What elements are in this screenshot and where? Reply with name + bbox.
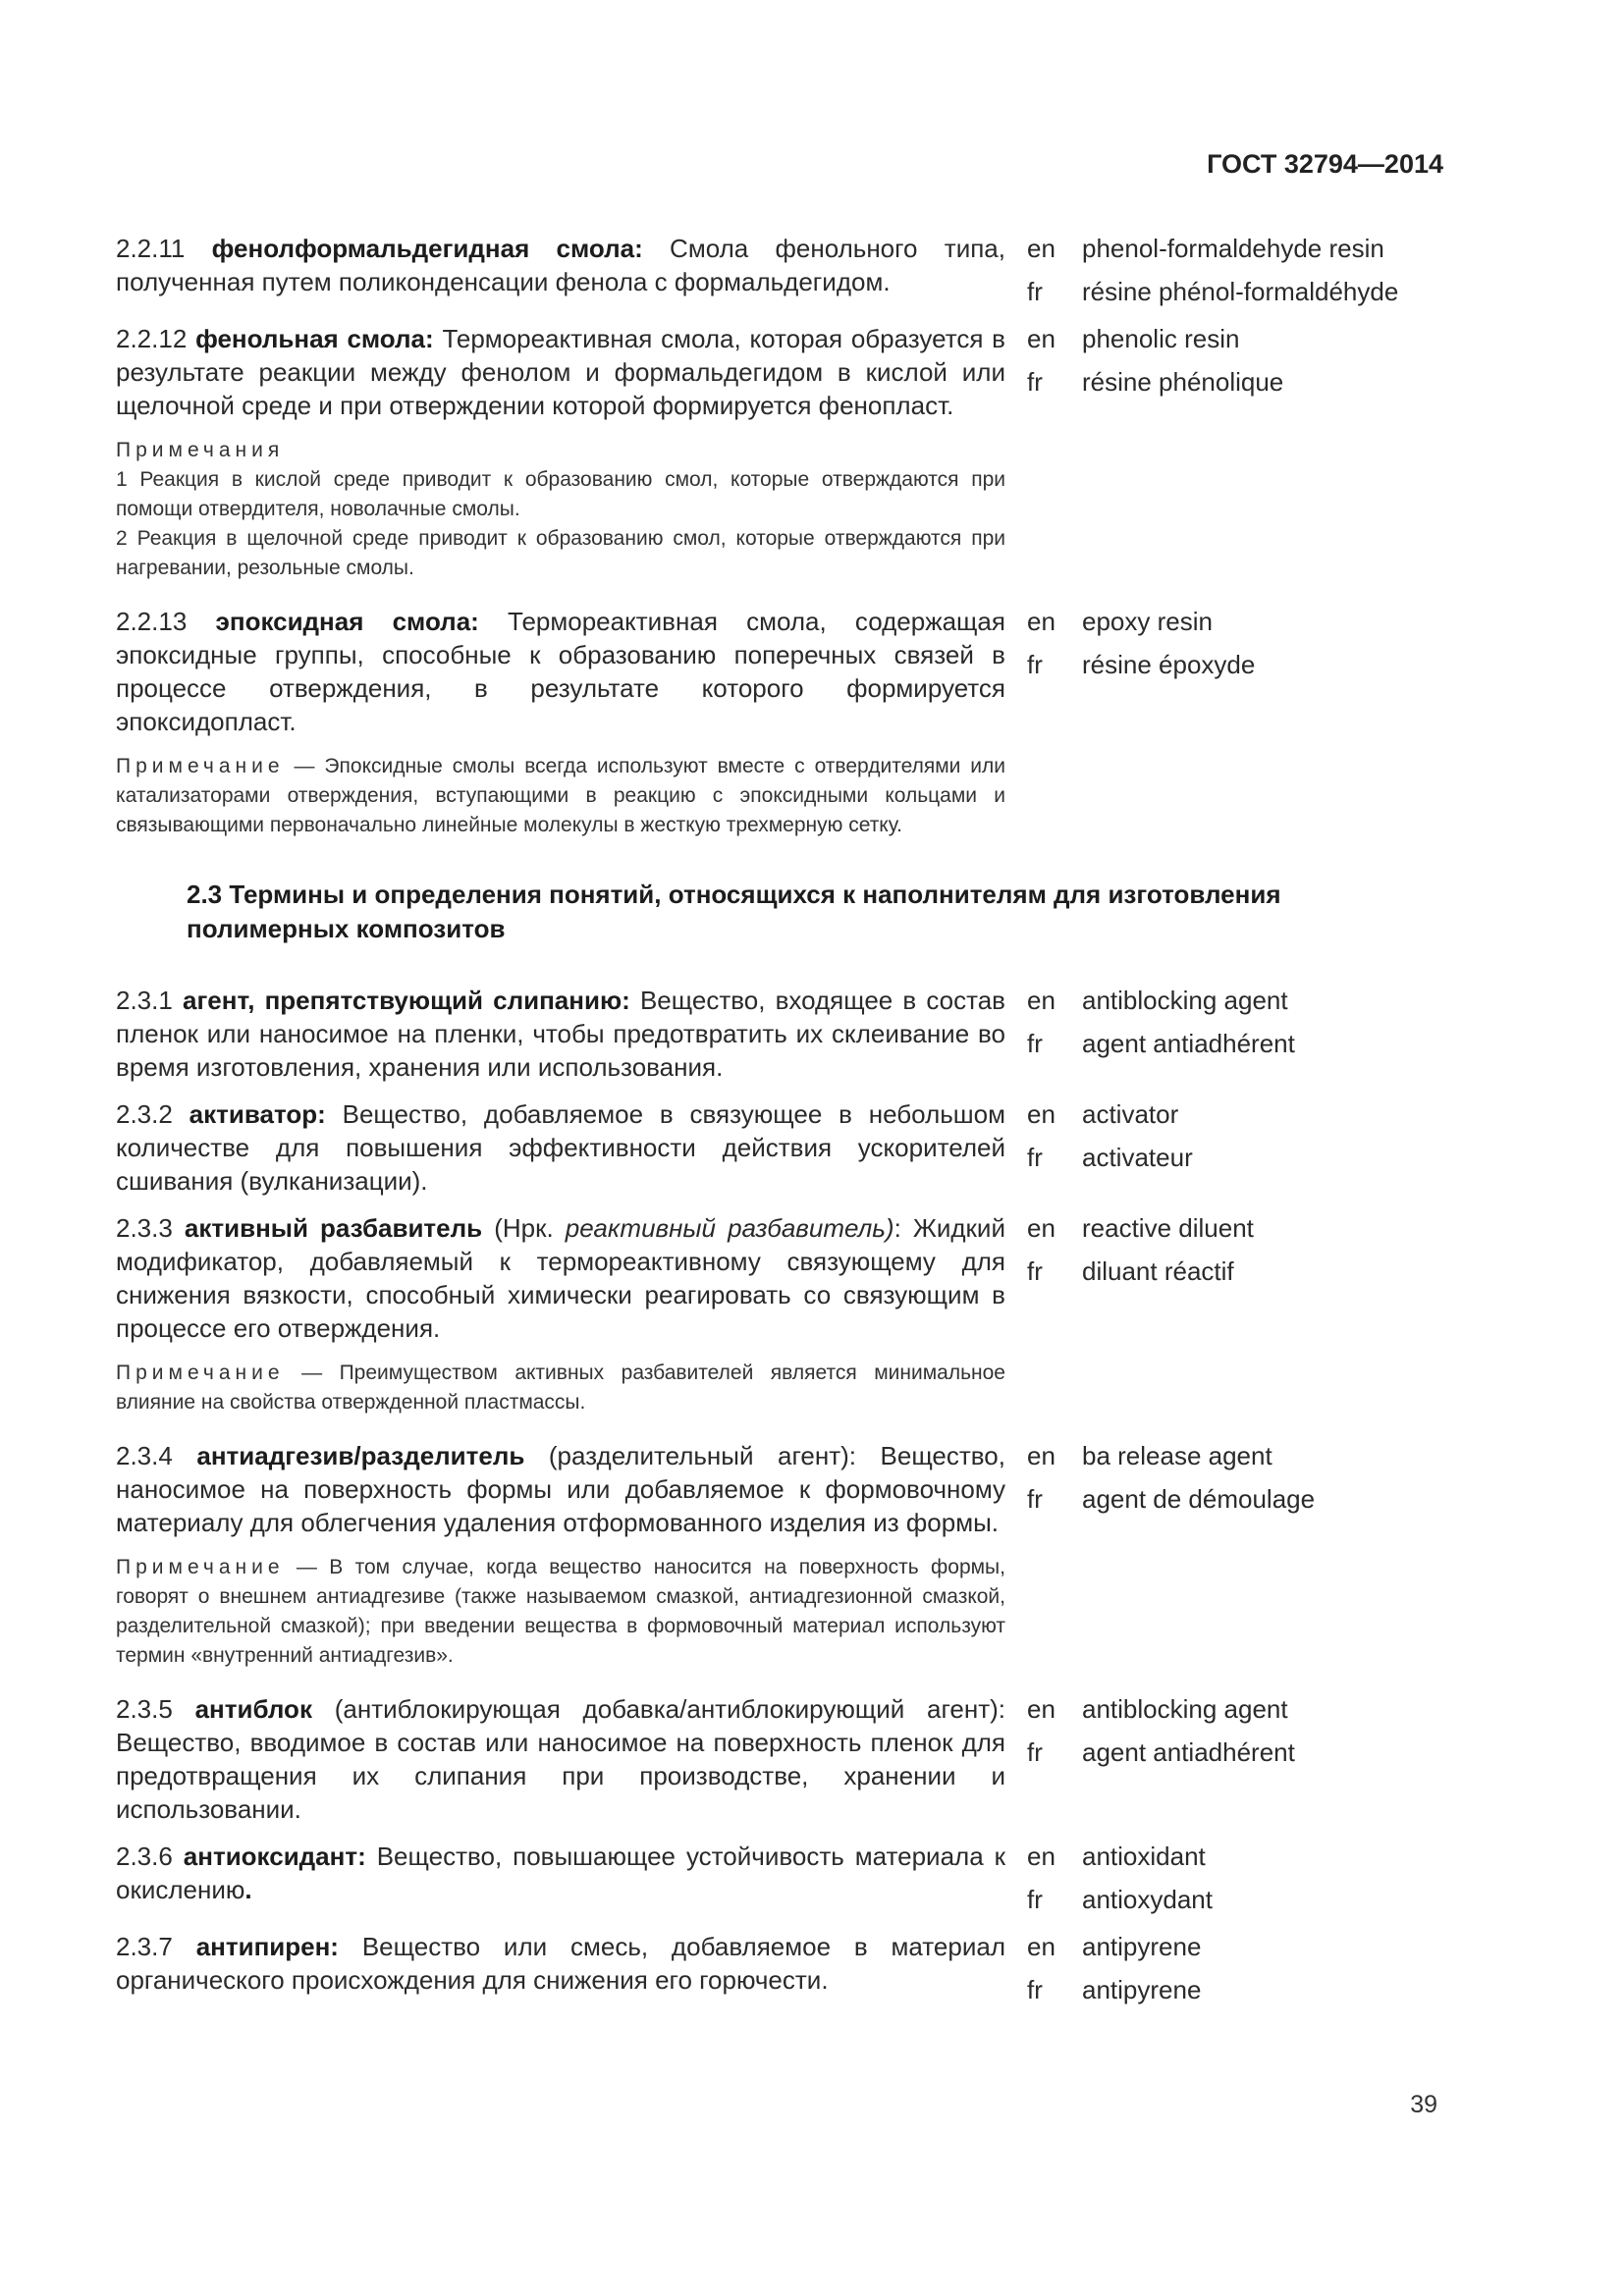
note-item: 1 Реакция в кислой среде приводит к образованию смол, которые отверждаются при помощи отвердителя, новолачные смолы. — [116, 468, 1005, 520]
term-name: активатор: — [189, 1099, 326, 1129]
term-definition: 2.2.12 фенольная смола: Термореактивная смола, которая образуется в результате реакции между фенолом и формальдегидом в кислой или щелочной среде и при отверждении которой формируется фенопласт. — [116, 324, 1005, 420]
french-equivalent: résine phénolique — [1082, 367, 1284, 397]
term-name: антиадгезив/разделитель — [196, 1441, 525, 1470]
french-equivalent: agent de démoulage — [1082, 1484, 1316, 1514]
term-entry-2-2-13: 2.2.13 эпоксидная смола: Термореактивная смола, содержащая эпоксидные группы, способные к образованию поперечных связей в процессе отверждения, в результате которого формируется эпоксидопласт. Примечание — Эпоксидные смолы всегда используют вместе с отвердителями или катализаторами отверждения, вступающими в реакцию с эпоксидными кольцами и связывающими первоначально линейные молекулы в жесткую трехмерную сетку. en epoxy resin fr résine époxyde — [116, 605, 1443, 840]
english-equivalent: antiblocking agent — [1082, 1694, 1288, 1724]
english-equivalent: epoxy resin — [1082, 607, 1213, 636]
term-definition: 2.2.11 фенолформальдегидная смола: Смола фенольного типа, полученная путем поликонденсации фенола с формальдегидом. — [116, 234, 1005, 296]
term-entry-2-3-6: 2.3.6 антиоксидант: Вещество, повышающее устойчивость материала к окислению. en antioxidant fr antioxydant — [116, 1842, 1213, 1914]
term-name: антиблок — [194, 1694, 312, 1724]
term-entry-2-3-5: 2.3.5 антиблок (антиблокирующая добавка/антиблокирующий агент): Вещество, вводимое в состав или наносимое на поверхность пленок для предотвращения их слипания при производстве, хранении и использовании. en antiblocking agent fr agent antiadhérent — [116, 1694, 1295, 1824]
english-equivalent: phenolic resin — [1082, 324, 1240, 353]
term-entry-2-3-2: 2.3.2 активатор: Вещество, добавляемое в связующее в небольшом количестве для повышения эффективности действия ускорителей сшивания (вулканизации). en activator fr activateur — [116, 1099, 1193, 1196]
term-definition: 2.3.2 активатор: Вещество, добавляемое в связующее в небольшом количестве для повышения эффективности действия ускорителей сшивания (вулканизации). — [116, 1099, 1005, 1196]
term-entry-2-3-4: 2.3.4 антиадгезив/разделитель (разделительный агент): Вещество, наносимое на поверхность формы или добавляемое к формовочному материалу для облегчения удаления отформованного изделия из формы. Примечание — В том случае, когда вещество наносится на поверхность формы, говорят о внешнем антиадгезиве (также называемом смазкой, антиадгезионной смазкой, разделительной смазкой); при введении вещества в формовочный материал используют термин «внутренний антиадгезив». en ba release agent fr agent de démoulage — [116, 1439, 1443, 1671]
term-definition: 2.3.7 антипирен: Вещество или смесь, добавляемое в материал органического происхождения для снижения его горючести. — [116, 1932, 1005, 1995]
term-entry-2-3-3: 2.3.3 активный разбавитель (Нрк. реактивный разбавитель): Жидкий модификатор, добавляемый к термореактивному связующему для снижения вязкости, способный химически реагировать со связующим в процессе его отверждения. Примечание — Преимуществом активных разбавителей является минимальное влияние на свойства отвержденной пластмассы. en reactive diluent fr diluant réactif — [116, 1211, 1443, 1417]
english-equivalent: activator — [1082, 1099, 1179, 1129]
note-label: Примечание — [116, 755, 285, 777]
document-body — [116, 232, 1443, 2006]
term-name: антипирен: — [195, 1932, 339, 1961]
page-number: 39 — [1410, 2091, 1437, 2118]
note-block: Примечание — Эпоксидные смолы всегда используют вместе с отвердителями или катализаторами отверждения, вступающими в реакцию с эпоксидными кольцами и связывающими первоначально линейные молекулы в жесткую трехмерную сетку. — [116, 755, 1005, 836]
english-equivalent: ba release agent — [1082, 1441, 1272, 1470]
term-name: фенольная смола: — [195, 324, 434, 353]
french-equivalent: résine époxyde — [1082, 650, 1256, 679]
section-heading-2-3: 2.3 Термины и определения понятий, относящихся к наполнителям для изготовления полимерных композитов — [187, 880, 1281, 943]
deprecated-term: реактивный разбавитель) — [565, 1213, 894, 1243]
french-equivalent: agent antiadhérent — [1082, 1029, 1295, 1058]
term-definition: 2.3.1 агент, препятствующий слипанию: Вещество, входящее в состав пленок или наносимое на пленки, чтобы предотвратить их склеивание во время изготовления, хранения или использования. — [116, 986, 1005, 1082]
english-equivalent: reactive diluent — [1082, 1213, 1254, 1243]
standard-header: ГОСТ 32794—2014 — [1207, 149, 1443, 179]
term-definition: 2.3.4 антиадгезив/разделитель (разделительный агент): Вещество, наносимое на поверхность формы или добавляемое к формовочному материалу для облегчения удаления отформованного изделия из формы. — [116, 1441, 1005, 1537]
english-equivalent: antipyrene — [1082, 1932, 1202, 1961]
term-definition: 2.3.6 антиоксидант: Вещество, повышающее устойчивость материала к окислению. — [116, 1842, 1005, 1904]
french-equivalent: activateur — [1082, 1143, 1193, 1172]
term-name: антиоксидант: — [183, 1842, 366, 1871]
english-equivalent: antioxidant — [1082, 1842, 1206, 1871]
note-item: 2 Реакция в щелочной среде приводит к образованию смол, которые отверждаются при нагревании, резольные смолы. — [116, 527, 1005, 579]
french-equivalent: antioxydant — [1082, 1885, 1213, 1914]
term-name: эпоксидная смола: — [215, 607, 479, 636]
term-definition: 2.3.5 антиблок (антиблокирующая добавка/антиблокирующий агент): Вещество, вводимое в состав или наносимое на поверхность пленок для предотвращения их слипания при производстве, хранении и использовании. — [116, 1694, 1005, 1824]
note-label: Примечание — [116, 1556, 285, 1578]
french-equivalent: résine phénol-formaldéhyde — [1082, 277, 1399, 306]
term-definition: 2.2.13 эпоксидная смола: Термореактивная смола, содержащая эпоксидные группы, способные к образованию поперечных связей в процессе отверждения, в результате которого формируется эпоксидопласт. — [116, 607, 1005, 736]
term-entry-2-3-7: 2.3.7 антипирен: Вещество или смесь, добавляемое в материал органического происхождения для снижения его горючести. en antipyrene fr antipyrene — [116, 1932, 1202, 2004]
note-label: Примечания — [116, 439, 285, 461]
english-equivalent: antiblocking agent — [1082, 986, 1288, 1015]
note-block: Примечание — В том случае, когда вещество наносится на поверхность формы, говорят о внешнем антиадгезиве (также называемом смазкой, антиадгезионной смазкой, разделительной смазкой); при введении вещества в формовочный материал используют термин «внутренний антиадгезив». — [116, 1556, 1005, 1667]
note-block: Примечание — Преимуществом активных разбавителей является минимальное влияние на свойства отвержденной пластмассы. — [116, 1362, 1005, 1414]
term-name: агент, препятствующий слипанию: — [182, 986, 630, 1015]
english-equivalent: phenol-formaldehyde resin — [1082, 234, 1384, 263]
term-definition: 2.3.3 активный разбавитель (Нрк. реактивный разбавитель): Жидкий модификатор, добавляемый к термореактивному связующему для снижения вязкости, способный химически реагировать со связующим в процессе его отверждения. — [116, 1213, 1005, 1343]
french-equivalent: diluant réactif — [1082, 1256, 1234, 1286]
term-name: активный разбавитель — [184, 1213, 483, 1243]
french-equivalent: agent antiadhérent — [1082, 1737, 1295, 1767]
french-equivalent: antipyrene — [1082, 1975, 1202, 2004]
term-entry-2-3-1: 2.3.1 агент, препятствующий слипанию: Вещество, входящее в состав пленок или наносимое на пленки, чтобы предотвратить их склеивание во время изготовления, хранения или использования. en antiblocking agent fr agent antiadhérent — [116, 986, 1295, 1082]
term-entry-2-2-11: 2.2.11 фенолформальдегидная смола: Смола фенольного типа, полученная путем поликонденсации фенола с формальдегидом. en phenol-formaldehyde resin fr résine phénol-formaldéhyde — [116, 234, 1399, 306]
note-label: Примечание — [116, 1362, 285, 1384]
note-block — [116, 436, 1005, 583]
term-entry-2-2-12: 2.2.12 фенольная смола: Термореактивная смола, которая образуется в результате реакции между фенолом и формальдегидом в кислой или щелочной среде и при отверждении которой формируется фенопласт. Примечания 1 Реакция в кислой среде приводит к образованию смол, которые отверждаются при помощи отвердителя, новолачные смолы. 2 Реакция в щелочной среде приводит к образованию смол, которые отверждаются при нагревании, резольные смолы. en phenolic resin fr résine phénolique — [116, 322, 1443, 583]
term-name: фенолформальдегидная смола: — [211, 234, 643, 263]
